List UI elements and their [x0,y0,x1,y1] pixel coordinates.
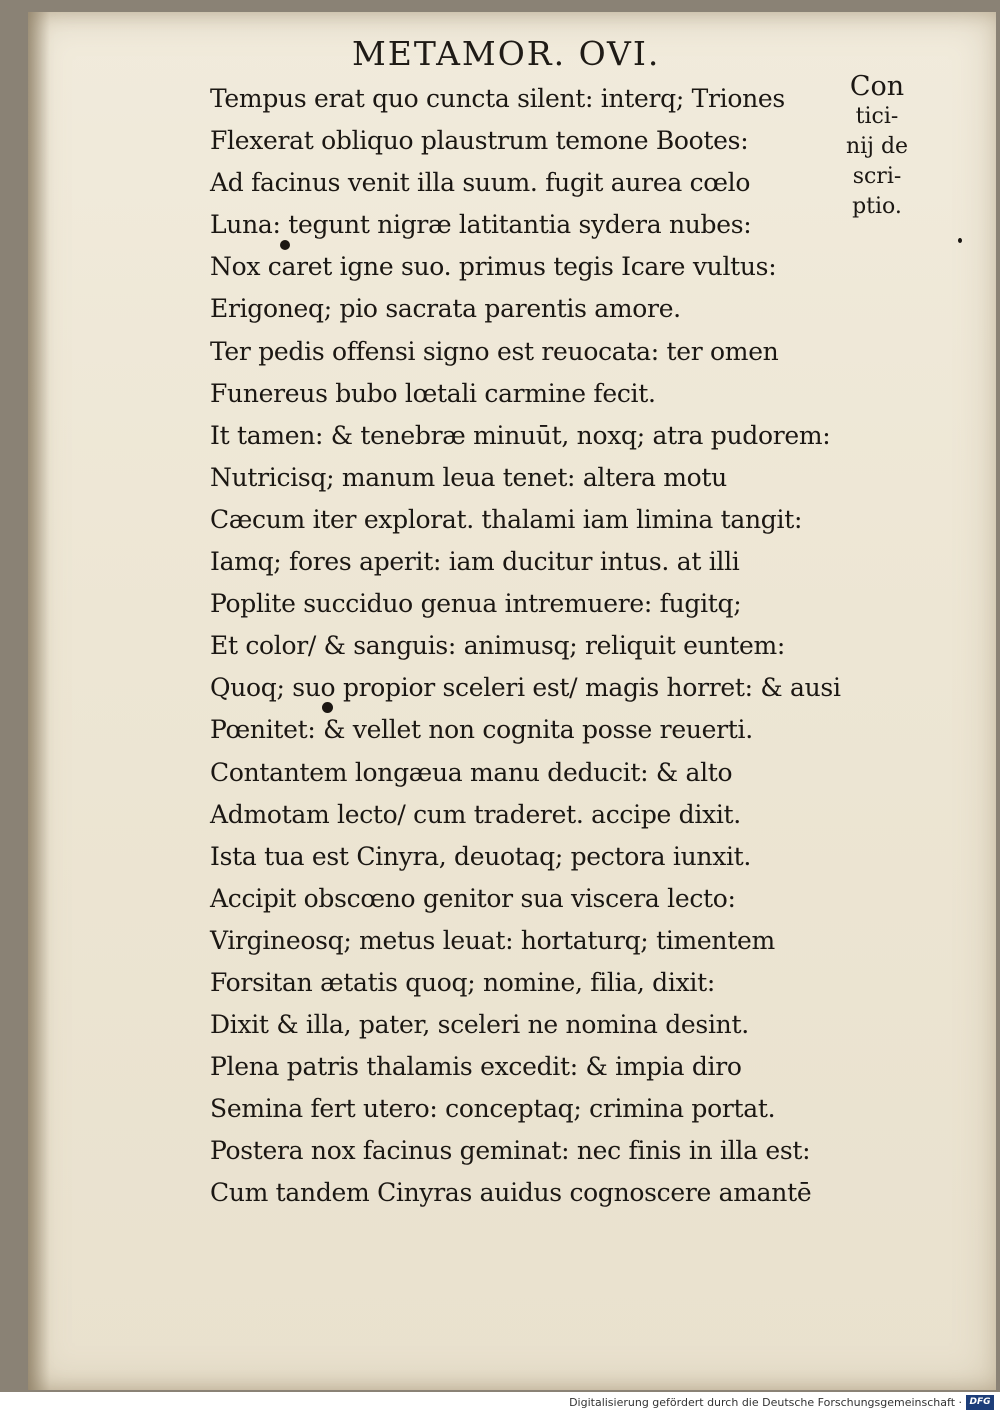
verse-line: Erigoneq; pio sacrata parentis amore. [210,294,681,324]
verse-line: Semina fert utero: conceptaq; crimina portat. [210,1094,776,1124]
verse-line: Dixit & illa, pater, sceleri ne nomina desint. [210,1010,749,1040]
verse-line: Virgineosq; metus leuat: hortaturq; timentem [210,925,775,955]
margin-note-line: scri- [852,164,902,189]
verse-text-block [210,78,840,1215]
verse-line: Ter pedis offensi signo est reuocata: ter omen [210,336,779,366]
credit-text: Digitalisierung gefördert durch die Deutsche Forschungsgemeinschaft · [569,1396,962,1409]
verse-line: Luna: tegunt nigræ latitantia sydera nubes: [210,210,752,240]
verse-line: Postera nox facinus geminat: nec finis in illa est: [210,1136,811,1166]
verse-line: Iamq; fores aperit: iam ducitur intus. at illi [210,547,740,577]
verse-line: Nox caret igne suo. primus tegis Icare vultus: [210,252,777,282]
ink-dot [958,238,962,243]
verse-line: Accipit obscœno genitor sua viscera lecto: [210,883,736,913]
verse-line: Ad facinus venit illa suum. fugit aurea cœlo [210,168,751,198]
verse-line: Contantem longæua manu deducit: & alto [210,757,733,787]
verse-line: Cum tandem Cinyras auidus cognoscere amantē [210,1178,812,1208]
verse-line: Poplite succiduo genua intremuere: fugitq; [210,589,742,619]
margin-note-line: nij de [845,134,909,159]
margin-note-line: ptio. [852,194,902,219]
dfg-logo: DFG [966,1395,994,1410]
verse-line: It tamen: & tenebræ minuūt, noxq; atra pudorem: [210,420,831,450]
verse-line: Nutricisq; manum leua tenet: altera motu [210,462,727,492]
verse-line: Ista tua est Cinyra, deuotaq; pectora iunxit. [210,841,752,871]
verse-line: Cæcum iter explorat. thalami iam limina tangit: [210,504,803,534]
digitization-credit-bar [0,1392,1000,1415]
gutter-shadow [28,12,50,1390]
margin-note-line: tici- [855,104,899,129]
verse-line: Admotam lecto/ cum traderet. accipe dixit. [210,799,741,829]
verse-line: Flexerat obliquo plaustrum temone Bootes: [210,126,749,156]
ink-dot [280,240,290,250]
ink-dot [322,702,333,713]
verse-line: Funereus bubo lœtali carmine fecit. [210,378,656,408]
verse-line: Tempus erat quo cuncta silent: interq; Triones [210,84,785,113]
verse-line: Pœnitet: & vellet non cognita posse reuerti. [210,715,753,745]
margin-note [836,72,918,222]
verse-line: Plena patris thalamis excedit: & impia diro [210,1052,742,1082]
verse-line: Quoq; suo propior sceleri est/ magis horret: & ausi [210,673,841,703]
verse-line: Et color/ & sanguis: animusq; reliquit euntem: [210,631,786,661]
margin-note-line: Con [849,71,905,102]
running-head: METAMOR. OVI. [352,34,661,73]
verse-line: Forsitan ætatis quoq; nomine, filia, dixit: [210,967,715,997]
